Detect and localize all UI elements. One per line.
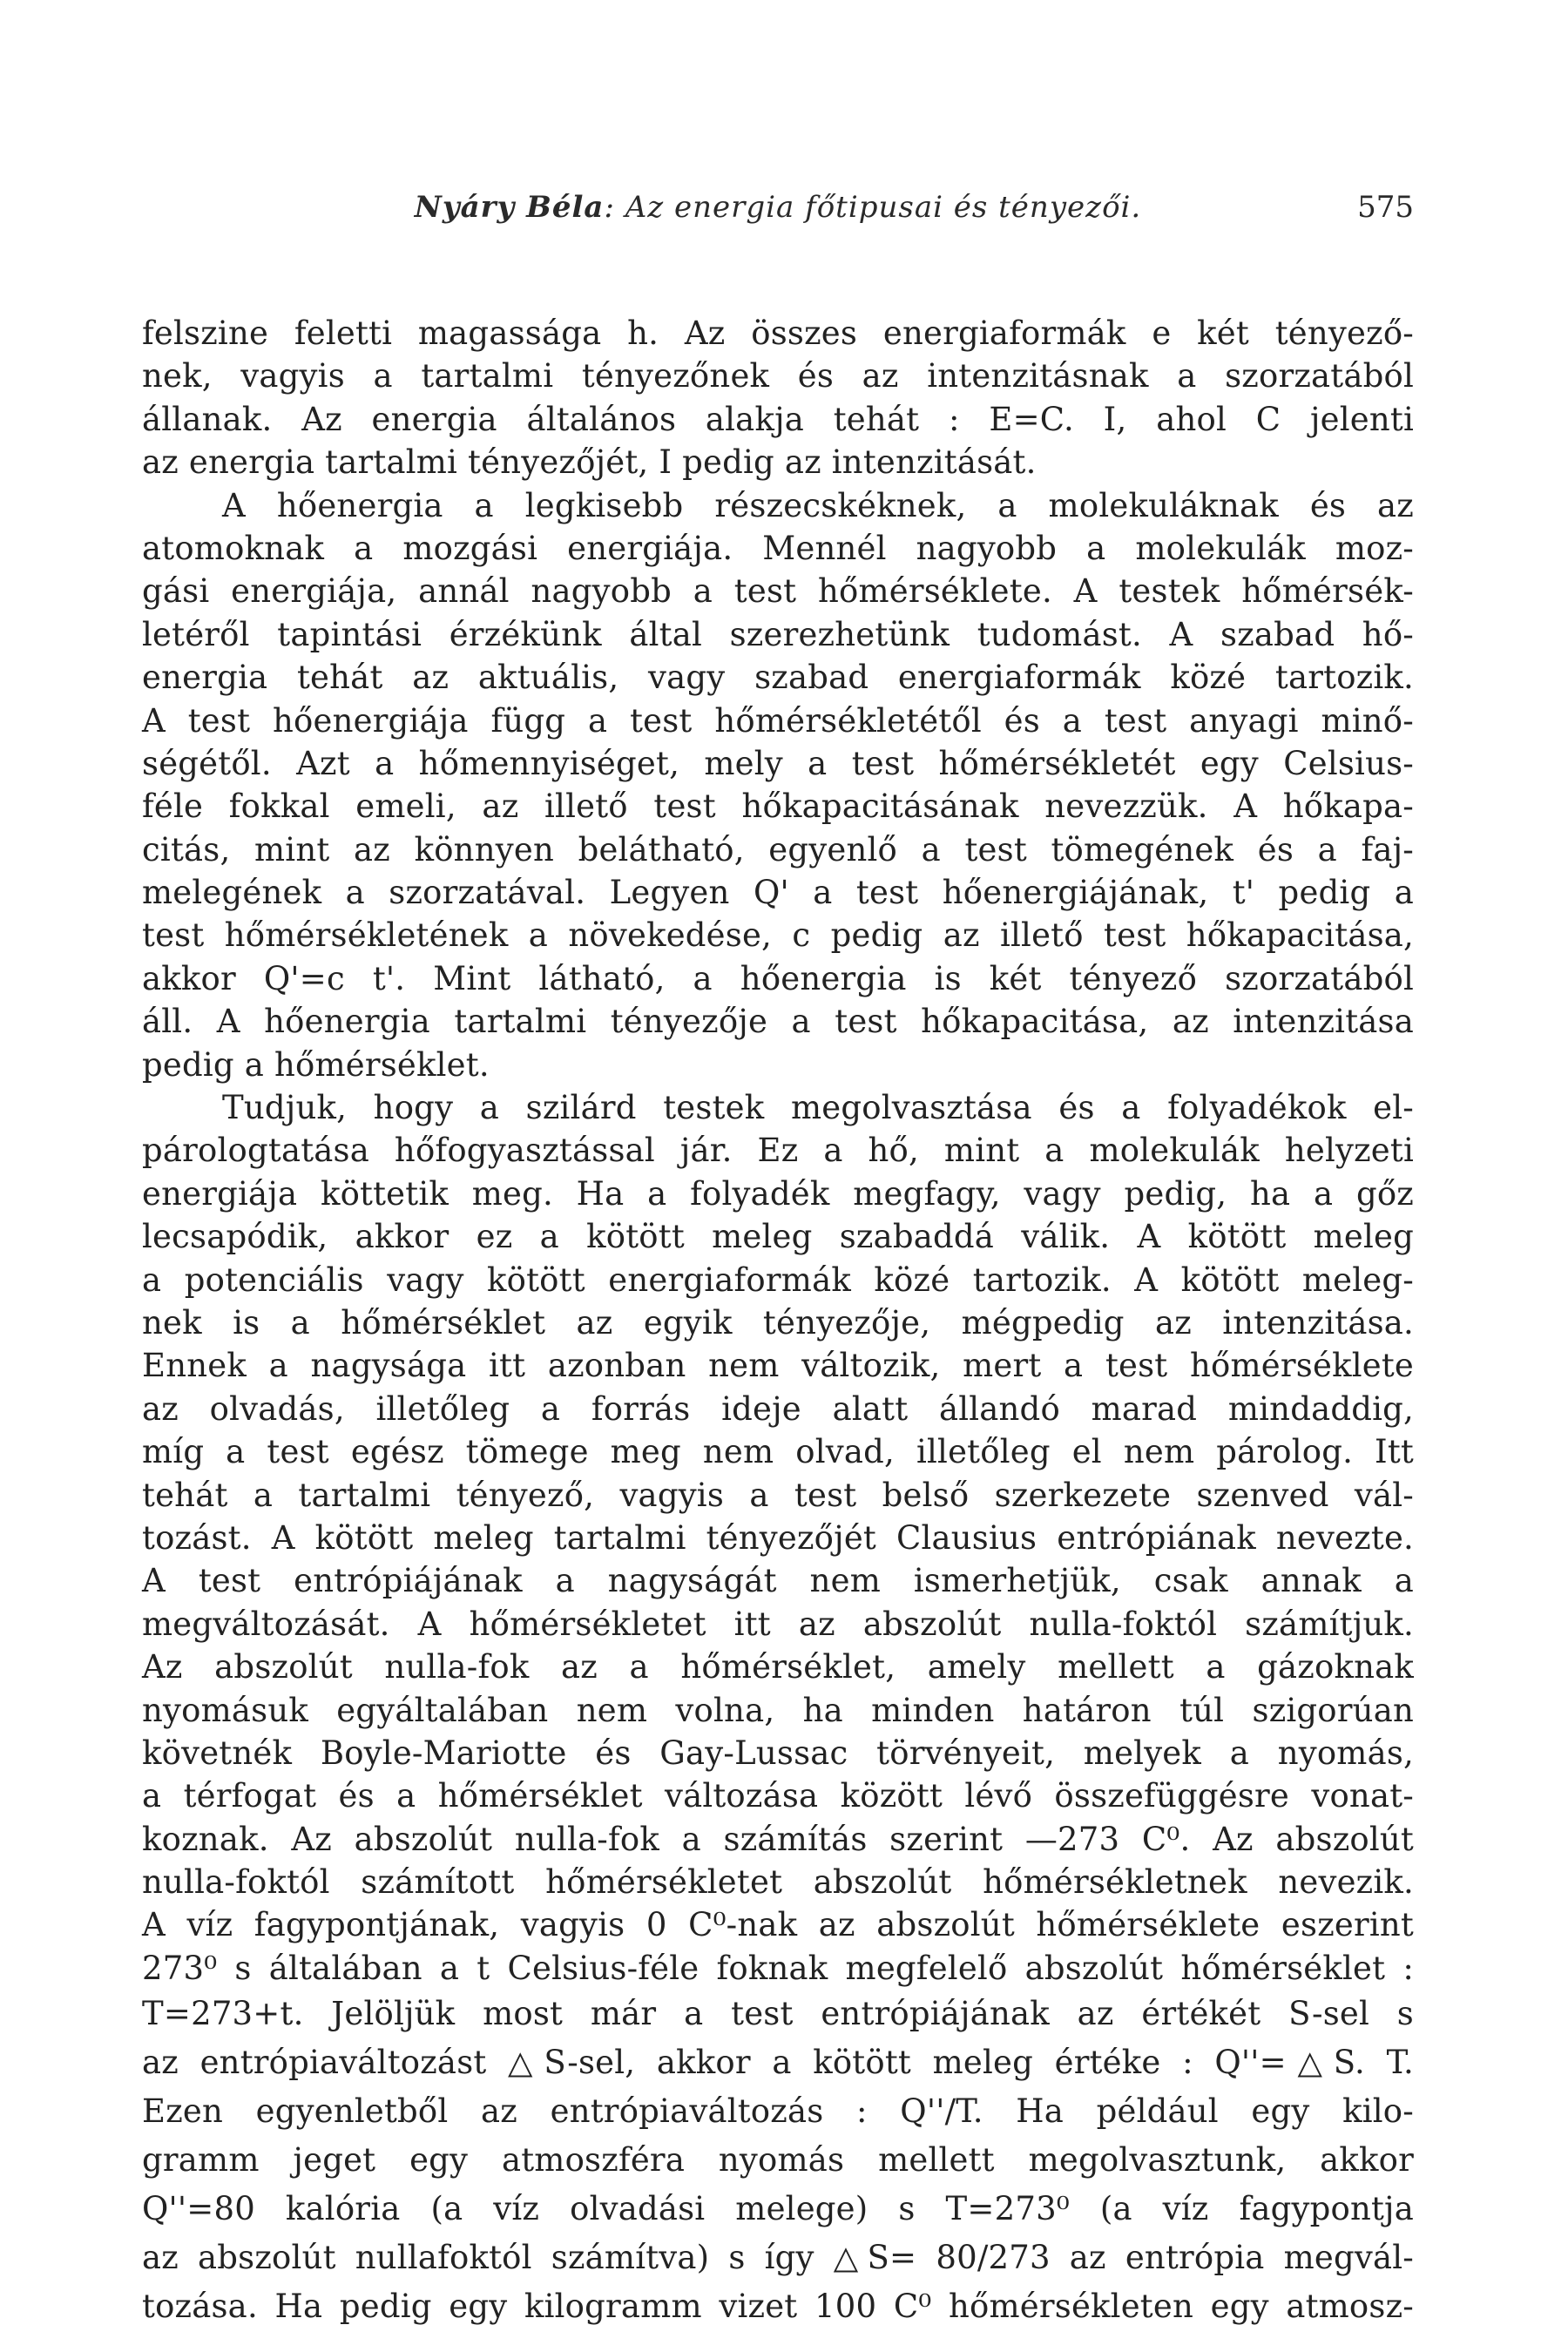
- text-line: T=273+t. Jelöljük most már a test entrópiájának az értékét S-sel s: [142, 1995, 1414, 2033]
- article-title: Az energia főtipusai és tényezői.: [625, 190, 1142, 225]
- text-line: tozást. A kötött meleg tartalmi tényezőjét Clausius entrópiának nevezte.: [142, 1518, 1414, 1557]
- text-line: nek, vagyis a tartalmi tényezőnek és az intenzitásnak a szorzatából: [142, 357, 1414, 395]
- text-line: lecsapódik, akkor ez a kötött meleg szabaddá válik. A kötött meleg: [142, 1218, 1414, 1256]
- author-name: Nyáry Béla: [414, 190, 605, 225]
- text-line: az energia tartalmi tényezőjét, I pedig az intenzitását.: [142, 443, 1037, 482]
- text-line: míg a test egész tömege meg nem olvad, illetőleg el nem párolog. Itt: [142, 1433, 1414, 1471]
- text-line: letéről tapintási érzékünk által szerezhetünk tudomást. A szabad hő-: [142, 615, 1414, 653]
- running-title: [142, 190, 1414, 225]
- text-line: koznak. Az abszolút nulla-fok a számítás szerint —273 C⁰. Az abszolút: [142, 1820, 1414, 1858]
- text-line: 273⁰ s általában a t Celsius-féle foknak megfelelő abszolút hőmérséklet :: [142, 1949, 1414, 1987]
- text-line: nyomásuk egyáltalában nem volna, ha minden határon túl szigorúan: [142, 1691, 1414, 1729]
- text-line: akkor Q'=c t'. Mint látható, a hőenergia is két tényező szorzatából: [142, 959, 1414, 997]
- page-number: 575: [1357, 190, 1414, 225]
- text-line: atomoknak a mozgási energiája. Mennél nagyobb a molekulák moz-: [142, 529, 1414, 567]
- body-text: [142, 312, 1414, 2331]
- text-line: a térfogat és a hőmérséklet változása között lévő összefüggésre vonat-: [142, 1777, 1414, 1815]
- text-line: A hőenergia a legkisebb részecskéknek, a molekuláknak és az: [222, 486, 1414, 524]
- text-line: pedig a hőmérséklet.: [142, 1045, 490, 1084]
- text-line: féle fokkal emeli, az illető test hőkapacitásának nevezzük. A hőkapa-: [142, 787, 1414, 826]
- text-line: állanak. Az energia általános alakja tehát : E=C. I, ahol C jelenti: [142, 400, 1414, 438]
- text-line: tehát a tartalmi tényező, vagyis a test belső szerkezete szenved vál-: [142, 1476, 1414, 1514]
- text-line: nulla-foktól számított hőmérsékletet abszolút hőmérsékletnek nevezik.: [142, 1863, 1414, 1902]
- text-line: az entrópiaváltozást △S-sel, akkor a kötött meleg értéke : Q''=△S. T.: [142, 2044, 1414, 2082]
- text-line: citás, mint az könnyen belátható, egyenlő a test tömegének és a faj-: [142, 830, 1414, 868]
- text-line: tozása. Ha pedig egy kilogramm vizet 100 C⁰ hőmérsékleten egy atmosz-: [142, 2288, 1414, 2326]
- text-line: felszine feletti magassága h. Az összes energiaformák e két tényező-: [142, 314, 1414, 352]
- text-line: Q''=80 kalória (a víz olvadási melege) s T=273⁰ (a víz fagypontja: [142, 2190, 1414, 2228]
- title-separator: :: [604, 190, 615, 225]
- text-line: gási energiája, annál nagyobb a test hőmérséklete. A testek hőmérsék-: [142, 572, 1414, 611]
- text-line: párologtatása hőfogyasztással jár. Ez a hő, mint a molekulák helyzeti: [142, 1132, 1414, 1170]
- text-line: energiája köttetik meg. Ha a folyadék megfagy, vagy pedig, ha a gőz: [142, 1174, 1414, 1213]
- text-line: az olvadás, illetőleg a forrás ideje alatt állandó marad mindaddig,: [142, 1389, 1414, 1428]
- text-line: Az abszolút nulla-fok az a hőmérséklet, amely mellett a gázoknak: [142, 1648, 1414, 1686]
- text-line: nek is a hőmérséklet az egyik tényezője, mégpedig az intenzitása.: [142, 1303, 1414, 1342]
- running-header: [142, 190, 1414, 242]
- text-line: melegének a szorzatával. Legyen Q' a test hőenergiájának, t' pedig a: [142, 874, 1414, 912]
- text-line: Ennek a nagysága itt azonban nem változik, mert a test hőmérséklete: [142, 1347, 1414, 1385]
- text-line: követnék Boyle-Mariotte és Gay-Lussac törvényeit, melyek a nyomás,: [142, 1734, 1414, 1772]
- text-line: Ezen egyenletből az entrópiaváltozás : Q''/T. Ha például egy kilo-: [142, 2092, 1414, 2131]
- text-line: az abszolút nullafoktól számítva) s így △S= 80/273 az entrópia megvál-: [142, 2239, 1414, 2277]
- text-line: Tudjuk, hogy a szilárd testek megolvasztása és a folyadékok el-: [222, 1089, 1414, 1127]
- text-line: energia tehát az aktuális, vagy szabad energiaformák közé tartozik.: [142, 659, 1414, 697]
- text-line: A test entrópiájának a nagyságát nem ismerhetjük, csak annak a: [142, 1562, 1414, 1600]
- text-line: A test hőenergiája függ a test hőmérsékletétől és a test anyagi minő-: [142, 701, 1414, 740]
- text-line: test hőmérsékletének a növekedése, c pedig az illető test hőkapacitása,: [142, 916, 1414, 955]
- text-line: a potenciális vagy kötött energiaformák közé tartozik. A kötött meleg-: [142, 1260, 1414, 1299]
- text-line: gramm jeget egy atmoszféra nyomás mellett megolvasztunk, akkor: [142, 2141, 1414, 2180]
- text-line: áll. A hőenergia tartalmi tényezője a test hőkapacitása, az intenzitása: [142, 1003, 1414, 1041]
- text-line: megváltozását. A hőmérsékletet itt az abszolút nulla-foktól számítjuk.: [142, 1605, 1414, 1643]
- text-line: ségétől. Azt a hőmennyiséget, mely a test hőmérsékletét egy Celsius-: [142, 744, 1414, 782]
- text-line: A víz fagypontjának, vagyis 0 C⁰-nak az abszolút hőmérséklete eszerint: [142, 1906, 1414, 1944]
